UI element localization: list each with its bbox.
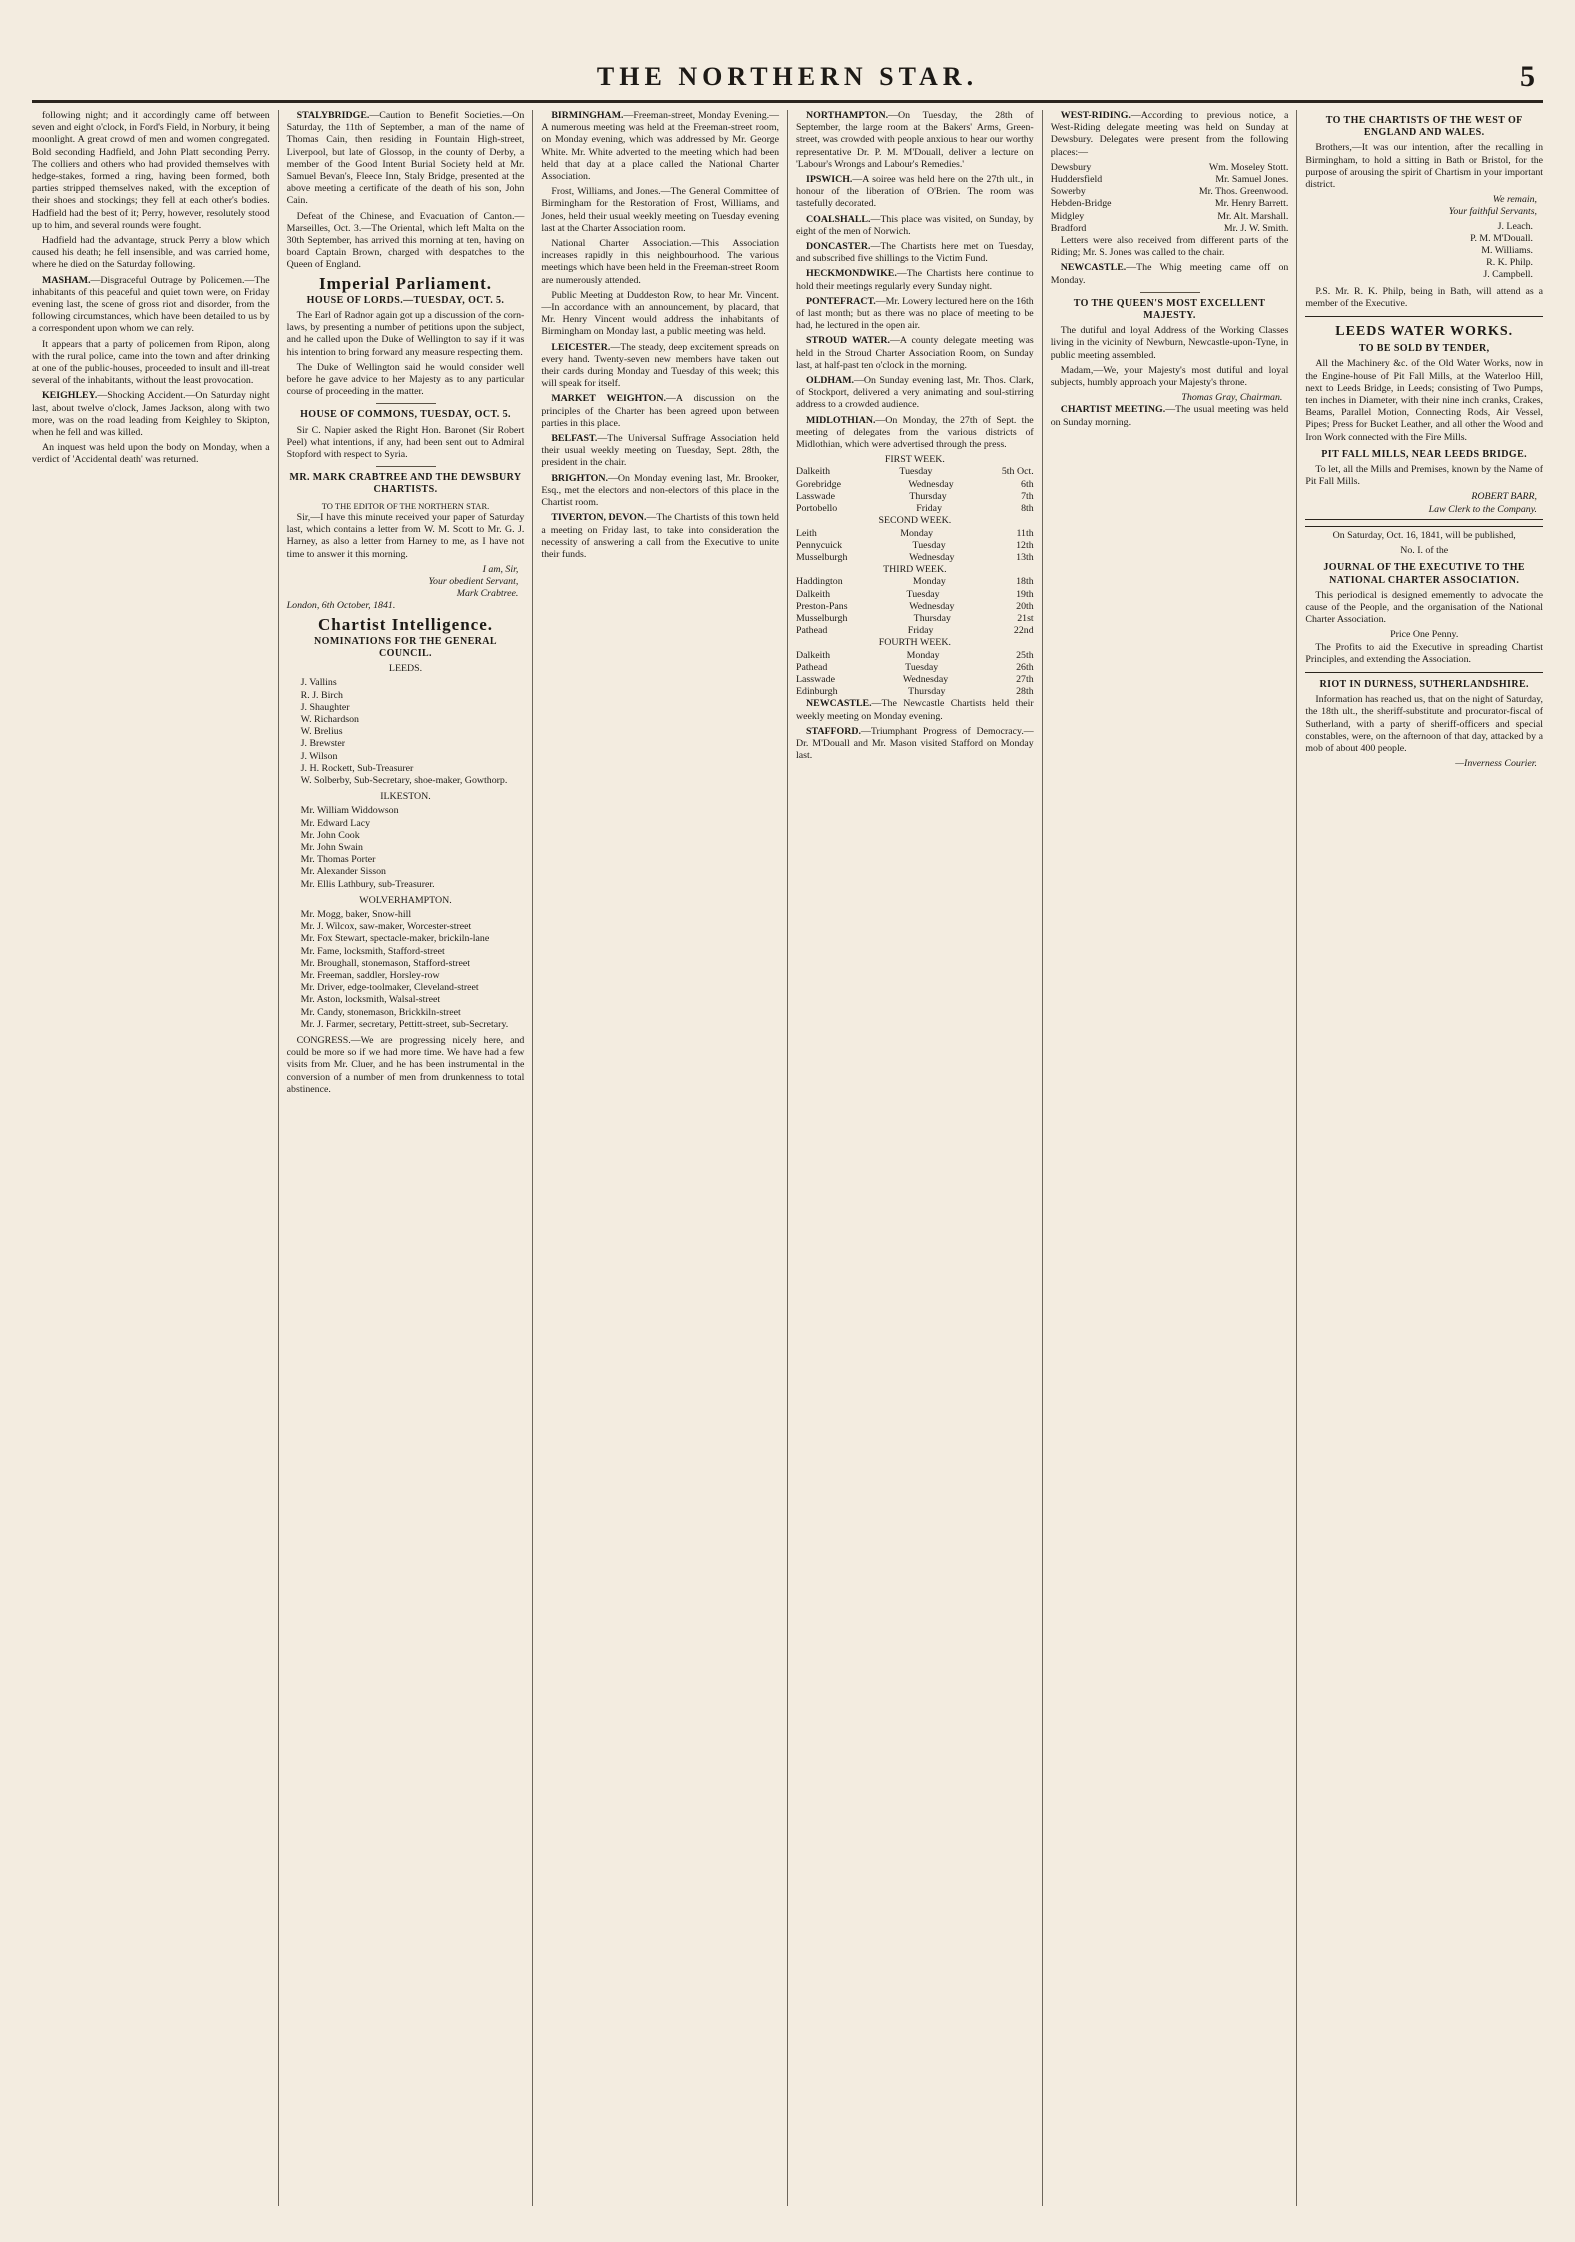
schedule-table <box>796 576 1034 637</box>
article-paragraph: Brothers,—It was our intention, after the recalling in Birmingham, to hold a sitting in Bath or Bristol, for the purpose of arousing the spirit of Chartism in your important district. <box>1305 142 1544 191</box>
schedule-cell: Leith <box>796 527 817 539</box>
article-paragraph: It appears that a party of policemen from Ripon, along with the rural police, came into the town and after drinking at one of the public-houses, proceeded to insult and ill-treat several of the inhabitants, without the least provocation. <box>32 338 270 387</box>
article-paragraph: An inquest was held upon the body on Monday, when a verdict of 'Accidental death' was returned. <box>32 442 270 466</box>
delegate-cell: Huddersfield <box>1050 174 1103 186</box>
delegate-cell: Mr. Samuel Jones. <box>1215 174 1289 186</box>
name-list <box>301 909 525 1031</box>
subheading: HOUSE OF COMMONS, TUESDAY, OCT. 5. <box>300 409 511 421</box>
signature: Thomas Gray, Chairman. <box>1181 392 1283 404</box>
article-paragraph: Letters were also received from different parts of the Riding; Mr. S. Jones was called to the chair. <box>1050 235 1289 259</box>
delegate-row <box>1051 162 1289 174</box>
name-list <box>301 805 525 890</box>
schedule-cell: Pathead <box>796 661 828 673</box>
list-item: W. Richardson <box>300 713 359 725</box>
dateline: NORTHAMPTON. <box>806 110 889 121</box>
schedule-cell: 12th <box>1016 539 1034 551</box>
dateline: STROUD WATER. <box>806 335 891 347</box>
schedule-cell: Haddington <box>796 576 843 588</box>
column-5 <box>1042 110 1297 2206</box>
schedule-cell: 21st <box>1017 612 1034 624</box>
schedule-cell: Wednesday <box>908 478 954 490</box>
delegate-cell: Midgley <box>1050 210 1085 222</box>
list-item: J. Shaughter <box>300 701 350 713</box>
schedule-cell: Lasswade <box>796 490 835 502</box>
issue-label: No. I. of the <box>1400 545 1449 557</box>
schedule-cell: Friday <box>916 503 943 515</box>
delegate-row <box>1051 186 1289 198</box>
delegate-row <box>1051 211 1289 223</box>
advert-heading: LEEDS WATER WORKS. <box>1335 324 1514 340</box>
list-item: W. Solberby, Sub-Secretary, shoe-maker, Gowthorp. <box>300 774 508 786</box>
subheading: JOURNAL OF THE EXECUTIVE TO THE NATIONAL CHARTER ASSOCIATION. <box>1323 562 1525 586</box>
signature: We remain, <box>1492 194 1538 206</box>
subheading: HOUSE OF LORDS.—TUESDAY, OCT. 5. <box>306 294 505 306</box>
list-item: J. Wilson <box>300 750 338 762</box>
divider <box>376 403 436 404</box>
article-paragraph: NEWCASTLE.—The Whig meeting came off on Monday. <box>1050 262 1289 286</box>
week-label: FIRST WEEK. <box>884 454 945 466</box>
dateline: LEICESTER. <box>551 341 611 353</box>
article-paragraph: BIRMINGHAM.—Freeman-street, Monday Evening.—A numerous meeting was held at the Freeman-street room, on Monday evening, which was addressed by Mr. George White. Mr. White adverted to the meeting which had been held that day at a place called the National Charter Association. <box>541 110 780 183</box>
list-item: Mr. Fame, locksmith, Stafford-street <box>300 945 445 957</box>
list-item: Mr. Ellis Lathbury, sub-Treasurer. <box>300 878 435 890</box>
signature-date: London, 6th October, 1841. <box>286 600 396 612</box>
article-paragraph: MARKET WEIGHTON.—A discussion on the principles of the Charter has been agreed upon between parties in this place. <box>541 393 780 429</box>
list-item: M. Williams. <box>1481 245 1534 257</box>
place-label: WOLVERHAMPTON. <box>359 894 452 906</box>
list-item: J. Brewster <box>300 738 346 750</box>
dateline: NEWCASTLE. <box>806 698 872 710</box>
dateline: CHARTIST MEETING. <box>1060 404 1166 416</box>
list-item: J. Leach. <box>1497 220 1534 232</box>
signature: Law Clerk to the Company. <box>1428 503 1538 515</box>
masthead <box>30 60 1545 94</box>
schedule-row <box>796 503 1034 515</box>
schedule-cell: Dalkeith <box>796 588 831 600</box>
schedule-row <box>796 466 1034 478</box>
name-list <box>301 677 525 787</box>
list-item: Mr. Mogg, baker, Snow-hill <box>300 908 412 920</box>
schedule-cell: Musselburgh <box>796 551 848 563</box>
list-item: J. Campbell. <box>1483 269 1534 281</box>
schedule-row <box>796 674 1034 686</box>
article-paragraph: Sir,—I have this minute received your paper of Saturday last, which contains a letter from W. M. Scott to Mr. G. J. Harney, as also a letter from Harney to me, as I have not time to answer it this morning. <box>286 511 525 560</box>
subheading: RIOT IN DURNESS, SUTHERLANDSHIRE. <box>1319 678 1529 690</box>
article-paragraph: KEIGHLEY.—Shocking Accident.—On Saturday night last, about twelve o'clock, James Jackson, along with two more, was on the road leading from Keighley to Skipton, when he fell and was killed. <box>32 390 270 439</box>
schedule-table <box>796 466 1034 515</box>
article-paragraph: Madam,—We, your Majesty's most dutiful and loyal subjects, humbly approach your Majesty's throne. <box>1050 364 1289 389</box>
schedule-row <box>796 479 1034 491</box>
schedule-row <box>796 540 1034 552</box>
dateline: OLDHAM. <box>806 375 855 387</box>
column-4 <box>787 110 1042 2206</box>
signature: Your obedient Servant, <box>428 575 519 587</box>
dateline: PONTEFRACT. <box>806 295 876 307</box>
schedule-row <box>796 662 1034 674</box>
article-paragraph: DONCASTER.—The Chartists here met on Tuesday, and subscribed five shillings to the Victim Fund. <box>796 241 1034 265</box>
dateline: NEWCASTLE. <box>1060 262 1127 274</box>
schedule-row <box>796 625 1034 637</box>
dateline: STALYBRIDGE. <box>296 110 370 121</box>
list-item: P. M. M'Douall. <box>1470 232 1534 244</box>
list-item: Mr. Broughall, stonemason, Stafford-street <box>300 957 470 969</box>
dateline: TIVERTON, DEVON. <box>551 512 647 524</box>
schedule-cell: Thursday <box>913 612 951 624</box>
article-paragraph: PONTEFRACT.—Mr. Lowery lectured here on the 16th of last month; but as there was no place of meeting to be had, he lectured in the open air. <box>796 295 1034 332</box>
article-paragraph: BELFAST.—The Universal Suffrage Association held their usual weekly meeting on Tuesday, Sept. 28th, the president in the chair. <box>541 433 780 469</box>
schedule-cell: Musselburgh <box>796 612 848 624</box>
article-paragraph: Public Meeting at Duddeston Row, to hear Mr. Vincent.—In accordance with an announcement, by placard, that Mr. Henry Vincent would address the inhabitants of Birmingham on Monday last, a public meeting was held. <box>541 289 780 338</box>
schedule-cell: 19th <box>1016 588 1034 600</box>
delegate-row <box>1051 198 1289 210</box>
week-label: THIRD WEEK. <box>883 564 947 576</box>
schedule-cell: 11th <box>1016 527 1034 539</box>
delegate-cell: Sowerby <box>1050 186 1086 198</box>
schedule-row <box>796 613 1034 625</box>
place-label: LEEDS. <box>388 663 423 675</box>
schedule-cell: Pennycuick <box>796 539 843 551</box>
schedule-row <box>796 491 1034 503</box>
column-2 <box>278 110 533 2206</box>
schedule-cell: Wednesday <box>909 551 955 563</box>
list-item: Mr. J. Farmer, secretary, Pettitt-street, sub-Secretary. <box>300 1018 509 1030</box>
article-paragraph: This periodical is designed ememently to advocate the cause of the People, and the organisation of the National Charter Association. <box>1305 589 1544 626</box>
subheading: TO THE CHARTISTS OF THE WEST OF ENGLAND AND WALES. <box>1325 115 1523 139</box>
list-item: R. K. Philp. <box>1486 257 1534 269</box>
schedule-cell: Monday <box>912 576 946 588</box>
week-label: FOURTH WEEK. <box>878 637 951 649</box>
schedule-cell: Tuesday <box>906 588 940 600</box>
schedule-cell: 18th <box>1016 576 1034 588</box>
signature: Your faithful Servants, <box>1448 206 1538 218</box>
list-item: Mr. Alexander Sisson <box>300 866 386 878</box>
schedule-row <box>796 650 1034 662</box>
column-6 <box>1296 110 1543 2206</box>
divider <box>1140 292 1200 293</box>
advertisement <box>1305 316 1543 520</box>
schedule-cell: Thursday <box>909 490 947 502</box>
article-paragraph: Information has reached us, that on the night of Saturday, the 18th ult., the sheriff-substitute and procurator-fiscal of Sutherland, with a party of sheriff-officers and special constables, were, on the afternoon of that day, attacked by a mob of about 400 people. <box>1305 694 1544 754</box>
article-paragraph: The Earl of Radnor again got up a discussion of the corn-laws, by presenting a number of petitions upon the subject, and he called upon the Duke of Wellington to say if it was his intention to bring forward any measure respecting them. <box>286 310 525 358</box>
schedule-cell: Monday <box>906 649 940 661</box>
schedule-cell: Wednesday <box>902 673 949 685</box>
subheading: MR. MARK CRABTREE AND THE DEWSBURY CHARTISTS. <box>289 472 522 496</box>
schedule-cell: Preston-Pans <box>796 600 848 612</box>
delegate-cell: Dewsbury <box>1050 161 1092 173</box>
list-item: Mr. Fox Stewart, spectacle-maker, brickiln-lane <box>300 933 490 945</box>
column-3 <box>532 110 787 2206</box>
schedule-cell: 20th <box>1016 600 1034 612</box>
schedule-row <box>796 589 1034 601</box>
delegate-cell: Mr. J. W. Smith. <box>1223 222 1289 234</box>
signature: I am, Sir, <box>482 563 519 575</box>
schedule-cell: Friday <box>907 625 934 637</box>
schedule-cell: Tuesday <box>899 466 933 478</box>
schedule-cell: 13th <box>1016 551 1034 563</box>
schedule-cell: Tuesday <box>905 661 939 673</box>
schedule-cell: 28th <box>1016 686 1034 698</box>
article-paragraph: MIDLOTHIAN.—On Monday, the 27th of Sept. the meeting of delegates from the various districts of Midlothian, which were advertised through the press. <box>796 414 1034 451</box>
columns <box>32 110 1543 2206</box>
price-label: Price One Penny. <box>1390 629 1459 641</box>
dateline: KEIGHLEY. <box>42 390 98 402</box>
subheading: TO THE EDITOR OF THE NORTHERN STAR. <box>321 500 490 511</box>
delegate-cell: Mr. Henry Barrett. <box>1214 198 1289 210</box>
article-paragraph: Defeat of the Chinese, and Evacuation of Canton.—Marseilles, Oct. 3.—The Oriental, which left Malta on the 30th September, has arrived this morning at ten, having on board Captain Brown, charged with despatches to the Queen of England. <box>286 210 525 271</box>
schedule-cell: 7th <box>1021 490 1034 502</box>
signature: —Inverness Courier. <box>1455 758 1538 770</box>
schedule-cell: 25th <box>1016 649 1034 661</box>
subheading: NOMINATIONS FOR THE GENERAL COUNCIL. <box>314 635 497 659</box>
subheading: TO BE SOLD BY TENDER, <box>1358 343 1490 355</box>
list-item: Mr. Edward Lacy <box>300 817 371 829</box>
signature: Mark Crabtree. <box>456 588 519 600</box>
list-item: Mr. William Widdowson <box>300 805 399 817</box>
schedule-cell: Tuesday <box>912 539 946 551</box>
delegate-row <box>1051 223 1289 235</box>
dateline: DONCASTER. <box>806 241 871 253</box>
article-paragraph: LEICESTER.—The steady, deep excitement spreads on every hand. Twenty-seven new members have taken out their cards during Monday and Tuesday of this week; this will speak for itself. <box>541 341 780 390</box>
place-label: ILKESTON. <box>380 791 431 803</box>
schedule-cell: 22nd <box>1013 625 1034 637</box>
schedule-table <box>796 650 1034 699</box>
list-item: Mr. Driver, edge-toolmaker, Cleveland-street <box>300 982 479 994</box>
section-heading: Imperial Parliament. <box>319 273 492 293</box>
schedule-cell: Pathead <box>796 625 828 637</box>
schedule-table <box>796 528 1034 565</box>
section-heading: Chartist Intelligence. <box>318 614 493 634</box>
schedule-cell: Dalkeith <box>796 649 831 661</box>
dateline: MASHAM. <box>42 274 91 286</box>
article-paragraph: IPSWICH.—A soiree was held here on the 27th ult., in honour of the liberation of O'Brien. The room was tastefully decorated. <box>796 174 1034 210</box>
schedule-cell: Wednesday <box>909 600 955 612</box>
article-paragraph: Frost, Williams, and Jones.—The General Committee of Birmingham for the Restoration of Frost, Williams, and Jones, held their usual weekly meeting on Tuesday evening last at the Charter Association room. <box>541 186 780 234</box>
schedule-cell: 6th <box>1021 478 1034 490</box>
list-item: Mr. Aston, locksmith, Walsal-street <box>300 994 441 1006</box>
article-paragraph: CONGRESS.—We are progressing nicely here, and could be more so if we had more time. We have had a few visits from Mr. Cluer, and he has been instrumental in the conversion of a number of men from drunkenness to total abstinence. <box>286 1035 525 1095</box>
article-paragraph: Hadfield had the advantage, struck Perry a blow which caused his death; he fell insensible, and was carried home, where he died on the Saturday following. <box>32 235 270 271</box>
dateline: MARKET WEIGHTON. <box>551 393 666 405</box>
schedule-cell: 27th <box>1016 673 1034 685</box>
list-item: J. Vallins <box>300 677 337 689</box>
article-paragraph: following night; and it accordingly came off between seven and eight o'clock, in Ford's Field, in Norbury, it being moonlight. A great crowd of men and women congregated. Bold seconding Hadfield, and John Platt seconding Perry. The colliers and others who had provided themselves with hedge-stakes, formed a ring, having been formed, both parties stripped themselves naked, with the exception of their shoes and stockings; they fell at each other's bodies. Hadfield had the best of it; Perry, however, resolutely stood up to him, and several rounds were fought. <box>32 110 270 231</box>
list-item: Mr. J. Wilcox, saw-maker, Worcester-street <box>300 921 472 933</box>
subheading: TO THE QUEEN'S MOST EXCELLENT MAJESTY. <box>1073 297 1266 322</box>
delegate-list <box>1051 162 1289 235</box>
schedule-cell: Gorebridge <box>796 478 841 490</box>
schedule-row <box>796 576 1034 588</box>
delegate-cell: Mr. Alt. Marshall. <box>1217 210 1289 222</box>
article-paragraph: All the Machinery &c. of the Old Water Works, now in the Engine-house of Pit Fall Mills, at the Waterloo Hill, next to Leeds Bridge, in Leeds; consisting of Two Pumps, ten inches in Diameter, with their nine inch cranks, Crakes, Beams, Parallel Motion, Connecting Rods, Air Vessel, Pipes; Press for Bucket Leather, and all other the Wood and Iron Work connected with the Fire Mills. <box>1305 358 1544 443</box>
subheading: PIT FALL MILLS, NEAR LEEDS BRIDGE. <box>1321 448 1528 460</box>
signer-list <box>1319 221 1533 282</box>
article-paragraph: HECKMONDWIKE.—The Chartists here continue to hold their meetings regularly every Sunday night. <box>796 268 1034 292</box>
schedule-row <box>796 601 1034 613</box>
schedule-row <box>796 528 1034 540</box>
list-item: Mr. John Cook <box>300 829 360 841</box>
article-paragraph: The Profits to aid the Executive in spreading Chartist Principles, and extending the Association. <box>1305 641 1544 665</box>
delegate-cell: Bradford <box>1050 222 1087 234</box>
schedule-cell: Portobello <box>796 503 838 515</box>
page-number: 5 <box>1520 60 1535 93</box>
dateline: WEST-RIDING. <box>1060 110 1131 121</box>
dateline: BRIGHTON. <box>551 472 608 484</box>
advertisement <box>1305 526 1543 673</box>
article-paragraph: Sir C. Napier asked the Right Hon. Baronet (Sir Robert Peel) what intentions, if any, had been sent out to Admiral Stopford with respect to Syria. <box>286 424 525 461</box>
article-paragraph: To let, all the Mills and Premises, known by the Name of Pit Fall Mills. <box>1305 464 1544 488</box>
dateline: HECKMONDWIKE. <box>806 268 897 280</box>
article-paragraph: COALSHALL.—This place was visited, on Sunday, by eight of the men of Norwich. <box>796 213 1034 237</box>
article-paragraph: The dutiful and loyal Address of the Working Classes living in the vicinity of Newburn, Newcastle-upon-Tyne, in public meeting assembled. <box>1050 325 1289 361</box>
delegate-cell: Hebden-Bridge <box>1050 198 1112 210</box>
schedule-cell: Thursday <box>908 686 946 698</box>
article-paragraph: MASHAM.—Disgraceful Outrage by Policemen.—The inhabitants of this peaceful and quiet town were, on Friday evening last, the scene of gross riot and disorder, from the following circumstances, which have been detailed to us by a correspondent upon whom we can rely. <box>32 274 270 335</box>
article-paragraph: National Charter Association.—This Association increases rapidly in this neighbourhood. The various meetings which have been held in the Freeman-street Room are numerously attended. <box>541 238 780 286</box>
article-paragraph: OLDHAM.—On Sunday evening last, Mr. Thos. Clark, of Stockport, delivered a very animating and soul-stirring address to a crowded audience. <box>796 375 1034 411</box>
delegate-cell: Mr. Thos. Greenwood. <box>1198 186 1289 198</box>
schedule-cell: Lasswade <box>796 673 835 685</box>
schedule-row <box>796 552 1034 564</box>
signature: ROBERT BARR, <box>1471 491 1538 503</box>
week-label: SECOND WEEK. <box>878 515 952 527</box>
schedule-cell: Edinburgh <box>796 686 838 698</box>
article-paragraph: STAFFORD.—Triumphant Progress of Democracy.—Dr. M'Douall and Mr. Mason visited Stafford on Monday last. <box>796 725 1034 762</box>
article-paragraph: CHARTIST MEETING.—The usual meeting was held on Sunday morning. <box>1050 404 1289 428</box>
list-item: Mr. John Swain <box>300 841 363 853</box>
list-item: Mr. Freeman, saddler, Horsley-row <box>300 970 440 981</box>
schedule-cell: 8th <box>1021 503 1034 515</box>
article-paragraph: NEWCASTLE.—The Newcastle Chartists held their weekly meeting on Monday evening. <box>796 698 1034 722</box>
masthead-rule <box>32 100 1543 103</box>
article-paragraph: WEST-RIDING.—According to previous notice, a West-Riding delegate meeting was held on Sunday at Dewsbury. Delegates were present from the following places:— <box>1050 110 1289 158</box>
article-paragraph: STROUD WATER.—A county delegate meeting was held in the Stroud Charter Association Room, on Sunday last, at half-past ten o'clock in the morning. <box>796 335 1034 371</box>
article-paragraph: NORTHAMPTON.—On Tuesday, the 28th of September, the large room at the Bakers' Arms, Green-street, was crowded with people anxious to hear our worthy representative Dr. P. M. M'Douall, deliver a lecture on 'Labour's Wrongs and Labour's Remedies.' <box>796 110 1034 170</box>
dateline: IPSWICH. <box>806 174 853 186</box>
schedule-cell: 5th Oct. <box>1001 466 1034 478</box>
dateline: BIRMINGHAM. <box>551 110 624 121</box>
list-item: R. J. Birch <box>300 689 343 701</box>
list-item: Mr. Thomas Porter <box>300 854 376 866</box>
article-paragraph: STALYBRIDGE.—Caution to Benefit Societies.—On Saturday, the 11th of September, a man of the name of Thomas Cain, then residing in Fountain High-street, Liverpool, but late of Glossop, in the county of Derby, a member of the Good Intent Burial Society held at Mr. Samuel Bevan's, Fleece Inn, Staly Bridge, presented at the above meeting a certificate of the death of his son, John Cain. <box>286 110 525 207</box>
column-1 <box>32 110 278 2206</box>
dateline: MIDLOTHIAN. <box>806 414 876 426</box>
schedule-row <box>796 686 1034 698</box>
dateline: STAFFORD. <box>806 725 861 737</box>
schedule-cell: 26th <box>1016 661 1034 673</box>
delegate-cell: Wm. Moseley Stott. <box>1208 161 1289 173</box>
list-item: J. H. Rockett, Sub-Treasurer <box>300 762 414 774</box>
article-paragraph: BRIGHTON.—On Monday evening last, Mr. Brooker, Esq., met the electors and non-electors of this place in the Chartist room. <box>541 472 780 509</box>
article-paragraph: On Saturday, Oct. 16, 1841, will be published, <box>1332 529 1516 541</box>
dateline: COALSHALL. <box>806 213 871 225</box>
schedule-cell: Dalkeith <box>796 466 831 478</box>
list-item: W. Brelius <box>300 726 343 738</box>
divider <box>376 466 436 467</box>
newspaper-title: THE NORTHERN STAR. <box>596 62 979 91</box>
article-paragraph: TIVERTON, DEVON.—The Chartists of this town held a meeting on Friday last, to take into consideration the necessity of answering a call from the Executive to unite their funds. <box>541 512 780 560</box>
list-item: Mr. Candy, stonemason, Brickkiln-street <box>300 1006 461 1018</box>
article-paragraph: P.S. Mr. R. K. Philp, being in Bath, will attend as a member of the Executive. <box>1305 285 1544 309</box>
delegate-row <box>1051 174 1289 186</box>
article-paragraph: The Duke of Wellington said he would consider well before he gave advice to her Majesty as to any particular course of proceeding in the matter. <box>286 361 525 398</box>
dateline: BELFAST. <box>551 433 598 445</box>
schedule-cell: Monday <box>900 527 934 539</box>
